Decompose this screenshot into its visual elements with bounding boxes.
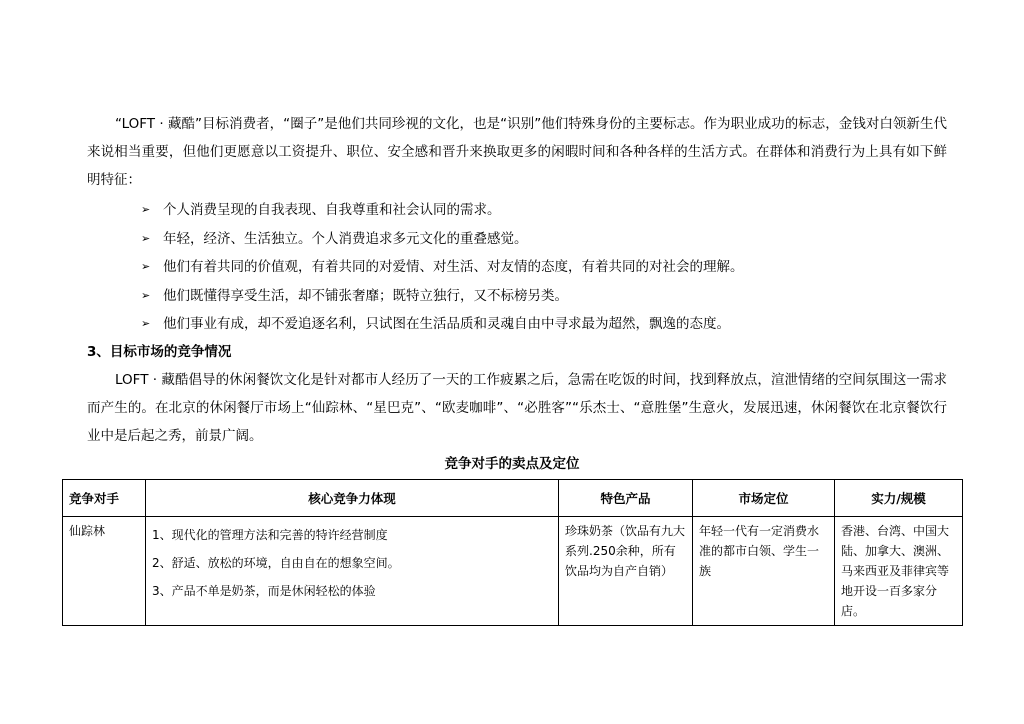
core-point: 2、舒适、放松的环境，自由自在的想象空间。 [152,556,400,570]
cell-competitor: 仙踪林 [63,517,146,626]
header-core: 核心竞争力体现 [146,480,559,517]
table-row [63,517,963,626]
core-point: 1、现代化的管理方法和完善的特许经营制度 [152,528,388,542]
arrow-bullet-icon: ➢ [141,231,151,245]
competition-paragraph: LOFT · 藏酷倡导的休闲餐饮文化是针对都市人经历了一天的工作疲累之后，急需在吃饭的时间，找到释放点，渲泄情绪的空间氛围这一需求而产生的。在北京的休闲餐厅市场上“仙踪林、“星巴克”、“欧麦咖啡”、“必胜客”“乐杰士、“意胜堡”生意火，发展迅速，休闲餐饮在北京餐饮行业中是后起之秀，前景广阔。 [87,372,947,444]
header-scale: 实力/规模 [835,480,963,517]
cell-scale: 香港、台湾、中国大陆、加拿大、澳洲、马来西亚及菲律宾等地开设一百多家分店。 [835,517,963,626]
competitor-table [62,479,963,626]
header-competitor: 竞争对手 [63,480,146,517]
cell-position: 年轻一代有一定消费水准的都市白领、学生一族 [693,517,835,626]
table-header-row [63,480,963,517]
table-title: 竞争对手的卖点及定位 [444,456,580,472]
header-position: 市场定位 [693,480,835,517]
intro-paragraph: “LOFT · 藏酷”目标消费者，“圈子”是他们共同珍视的文化，也是“识别”他们特殊身份的主要标志。作为职业成功的标志，金钱对白领新生代来说相当重要，但他们更愿意以工资提升、职位、安全感和晋升来换取更多的闲暇时间和各种各样的生活方式。在群体和消费行为上具有如下鲜明特征： [87,116,947,188]
arrow-bullet-icon: ➢ [141,288,151,302]
arrow-bullet-icon: ➢ [141,260,151,273]
list-item: ➢ 个人消费呈现的自我表现、自我尊重和社会认同的需求。 [141,196,744,225]
arrow-bullet-icon: ➢ [141,203,151,216]
arrow-bullet-icon: ➢ [141,317,151,330]
core-point: 3、产品不单是奶茶，而是休闲轻松的体验 [152,584,376,598]
section-heading: 3、目标市场的竞争情况 [87,344,232,360]
cell-core [146,517,559,626]
list-item: ➢ 他们有着共同的价值观，有着共同的对爱情、对生活、对友情的态度，有着共同的对社会的理解。 [141,253,744,282]
header-product: 特色产品 [559,480,693,517]
list-item: ➢ 他们既懂得享受生活，却不铺张奢靡；既特立独行，又不标榜另类。 [141,282,744,311]
list-item: ➢ 他们事业有成，却不爱追逐名利，只试图在生活品质和灵魂自由中寻求最为超然，飘逸的态度。 [141,310,744,339]
list-item: ➢ 年轻，经济、生活独立。个人消费追求多元文化的重叠感觉。 [141,225,744,254]
cell-product: 珍珠奶茶（饮品有九大系列.250余种，所有饮品均为自产自销） [559,517,693,626]
feature-bullet-list [141,196,744,339]
